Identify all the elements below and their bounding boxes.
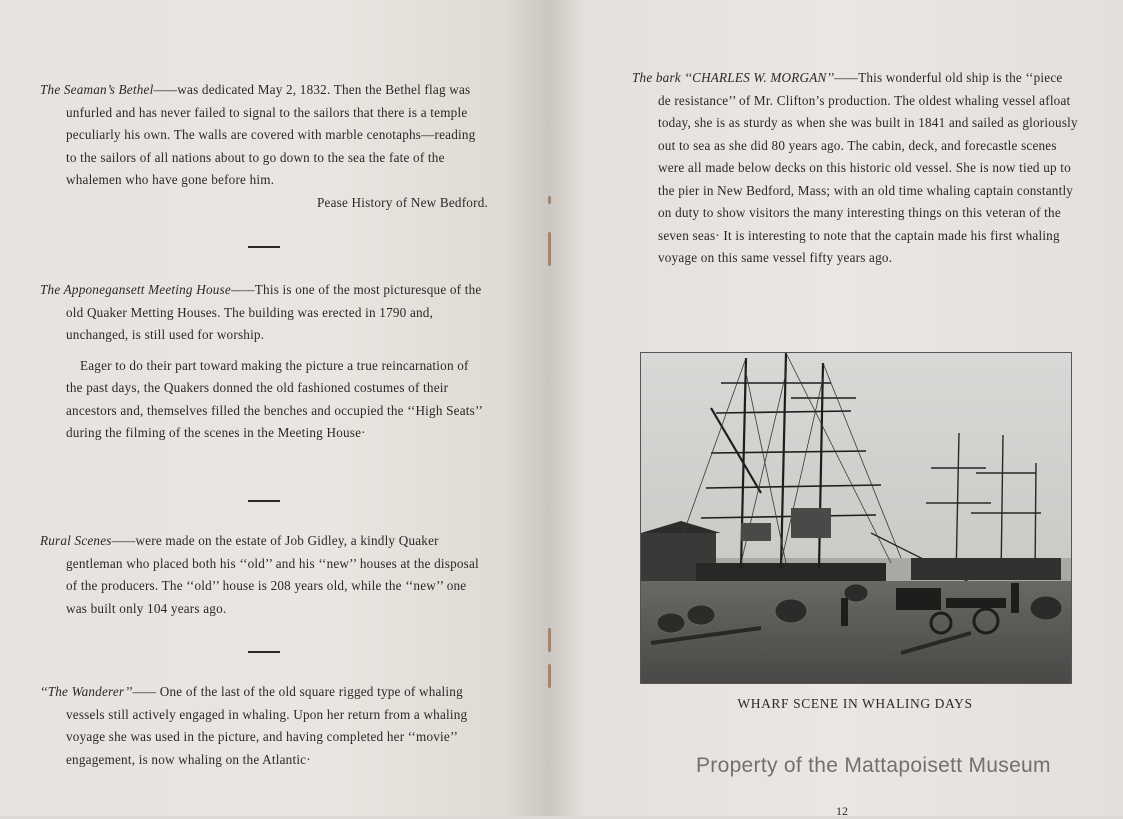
section-divider	[248, 500, 280, 502]
entry-rural-scenes	[40, 530, 488, 620]
staple-mark-lower	[548, 628, 551, 652]
whaling-ships-illustration	[641, 353, 1071, 683]
photo-caption: WHARF SCENE IN WHALING DAYS	[737, 696, 973, 711]
entry-the-wanderer	[40, 681, 488, 771]
entry-heading: The bark ‘‘CHARLES W. MORGAN’’——	[632, 70, 859, 85]
entry-apponegansett-meeting-house	[40, 279, 488, 445]
page-number: 12	[836, 804, 848, 818]
entry-text: This is one of the most picturesque of the old Quaker Metting Houses. The building was erected in 1790 and, unchanged, is still used for worship.	[66, 282, 482, 342]
staple-mark-bottom	[548, 664, 551, 688]
entry-heading: Rural Scenes——	[40, 533, 136, 548]
entry-heading: ‘‘The Wanderer’’——	[40, 684, 157, 699]
museum-watermark: Property of the Mattapoisett Museum	[696, 754, 1051, 777]
entry-heading: The Apponegansett Meeting House——	[40, 282, 255, 297]
entry-text: were made on the estate of Job Gidley, a kindly Quaker gentleman who placed both his ‘‘old’’ and his ‘‘new’’ houses at the disposal of the producers. The ‘‘old’’ house is 208 years old, while the ‘‘new’’ one was built only 104 years ago.	[66, 533, 479, 616]
entry-text-continued: Eager to do their part toward making the picture a true reincarnation of the past days, the Quakers donned the old fashioned costumes of their ancestors and, themselves filled the benches and occupied the ‘‘High Seats’’ during the filming of the scenes in the Meeting House·	[66, 357, 483, 440]
section-divider	[248, 651, 280, 653]
staple-mark-top	[548, 196, 551, 204]
wharf-scene-photo	[640, 352, 1072, 684]
entry-charles-w-morgan	[632, 67, 1078, 270]
attribution: Pease History of New Bedford.	[317, 194, 488, 210]
staple-mark-upper	[548, 232, 551, 266]
entry-text: was dedicated May 2, 1832. Then the Bethel flag was unfurled and has never failed to signal to the sailors that there is a temple peculiarly his own. The walls are covered with marble cenotaphs—reading to the sailors of all nations about to go down to the sea the fate of the whalemen who have gone before him.	[66, 82, 476, 187]
entry-heading: The Seaman’s Bethel——	[40, 82, 178, 97]
entry-seamans-bethel	[40, 79, 488, 214]
entry-text: One of the last of the old square rigged type of whaling vessels still actively engaged in whaling. Upon her return from a whaling voyage she was used in the picture, and having completed her ‘‘movie’’ engagement, is now whaling on the Atlantic·	[66, 684, 468, 767]
section-divider	[248, 246, 280, 248]
entry-text: This wonderful old ship is the ‘‘piece de resistance’’ of Mr. Clifton’s production. The oldest whaling vessel afloat today, she is as sturdy as when she was built in 1841 and sailed as gloriously out to sea as she did 80 years ago. The cabin, deck, and forecastle scenes were all made below decks on this historic old vessel. She is now tied up to the pier in New Bedford, Mass; with an old time whaling captain constantly on duty to show visitors the many interesting things on this veteran of the seven seas· It is interesting to note that the captain made his first whaling voyage on this same vessel fifty years ago.	[658, 70, 1078, 265]
